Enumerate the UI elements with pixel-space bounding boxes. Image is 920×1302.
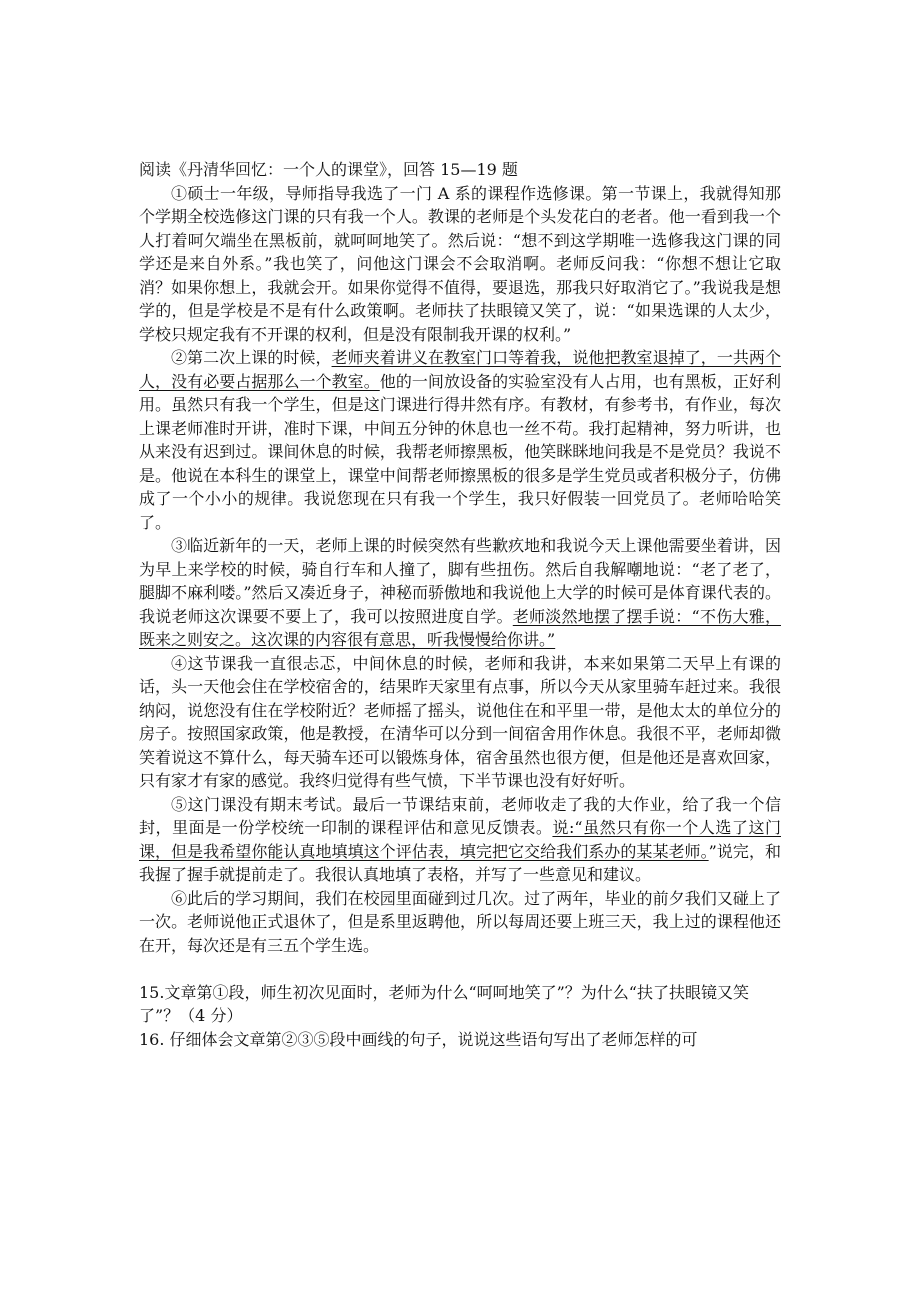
paragraph-text: ”说完，和我握了握手就提前走了。我很认真地填了表格，并写了一些意见和建议。 xyxy=(139,841,781,884)
question-15: 15.文章第①段，师生初次见面时，老师为什么“呵呵地笑了”？为什么“扶了扶眼镜又笑了”？（4 分） xyxy=(139,982,749,1025)
paragraph-5 xyxy=(139,793,781,887)
underlined-sentence: 老师淡然地摆了摆手说：“不伤大雅，既来之则安之。这次课的内容很有意思，听我慢慢给你讲。” xyxy=(139,606,781,649)
paragraph-text: ③临近新年的一天，老师上课的时候突然有些歉疚地和我说今天上课他需要坐着讲，因为早上来学校的时候，骑自行车和人撞了，脚有些扭伤。然后自我解嘲地说：“老了老了，腿脚不麻利喽。”然后又凑近身子，神秘而骄傲地和我说他上大学的时候可是体育课代表的。我说老师这次课要不要上了，我可以按照进度自学。 xyxy=(139,536,781,626)
paragraph-text: ④这节课我一直很忐忑，中间休息的时候，老师和我讲，本来如果第二天早上有课的话，头一天他会住在学校宿舍的，结果昨天家里有点事，所以今天从家里骑车赶过来。我很纳闷，说您没有住在学校附近？老师摇了摇头，说他住在和平里一带，是他太太的单位分的房子。按照国家政策，他是教授，在清华可以分到一间宿舍用作休息。我很不平，老师却微笑着说这不算什么，每天骑车还可以锻炼身体，宿舍虽然也很方便，但是他还是喜欢回家，只有家才有家的感觉。我终归觉得有些气愤，下半节课也没有好好听。 xyxy=(139,653,781,790)
reading-title: 阅读《丹清华回忆：一个人的课堂》，回答 15—19 题 xyxy=(139,160,518,179)
paragraph-text: 他的一间放设备的实验室没有人占用，也有黑板，正好利用。虽然只有我一个学生，但是这门课进行得井然有序。有教材，有参考书，有作业，每次上课老师准时开讲，准时下课，中间五分钟的休息也一丝不苟。我打起精神，努力听讲，也从来没有迟到过。课间休息的时候，我帮老师擦黑板，他笑眯眯地问我是不是党员？我说不是。他说在本科生的课堂上，课堂中间帮老师擦黑板的很多是学生党员或者积极分子，仿佛成了一个小小的规律。我说您现在只有我一个学生，我只好假装一回党员了。老师哈哈笑了。 xyxy=(139,371,781,532)
underlined-sentence: 说:“虽然只有你一个人选了这门课，但是我希望你能认真地填填这个评估表，填完把它交给我们系办的某某老师。 xyxy=(139,818,781,861)
paragraph-text: ②第二次上课的时候， xyxy=(171,348,332,367)
paragraph-text: ①硕士一年级，导师指导我选了一门 A 系的课程作选修课。第一节课上，我就得知那个学期全校选修这门课的只有我一个人。教课的老师是个头发花白的老者。他一看到我一个人打着呵欠端坐在黑板前，就呵呵地笑了。然后说：“想不到这学期唯一选修我这门课的同学还是来自外系。”我也笑了，问他这门课会不会取消啊。老师反问我：“你想不想让它取消？如果你想上，我就会开。如果你觉得不值得，要退选，那我只好取消它了。”我说我是想学的，但是学校是不是有什么政策啊。老师扶了扶眼镜又笑了，说：“如果选课的人太少，学校只规定我有不开课的权利，但是没有限制我开课的权利。” xyxy=(139,183,781,344)
underlined-sentence: 老师夹着讲义在教室门口等着我，说他把教室退掉了，一共两个人，没有必要占据那么一个教室。 xyxy=(139,348,781,391)
paragraph-4 xyxy=(139,652,781,793)
blank-line xyxy=(139,957,781,981)
paragraph-6 xyxy=(139,887,781,958)
paragraph-3 xyxy=(139,534,781,652)
paragraph-text: ⑥此后的学习期间，我们在校园里面碰到过几次。过了两年，毕业的前夕我们又碰上了一次。老师说他正式退休了，但是系里返聘他，所以每周还要上班三天，我上过的课程他还在开，每次还是有三五个学生选。 xyxy=(139,888,781,955)
paragraph-text: ⑤这门课没有期末考试。最后一节课结束前，老师收走了我的大作业，给了我一个信封，里面是一份学校统一印制的课程评估和意见反馈表。 xyxy=(139,794,781,837)
passage-body xyxy=(139,182,781,958)
question-16: 16. 仔细体会文章第②③⑤段中画线的句子，说说这些语句写出了老师怎样的可 xyxy=(139,1029,698,1049)
document-page xyxy=(139,158,781,1051)
paragraph-2 xyxy=(139,346,781,534)
paragraph-1 xyxy=(139,182,781,347)
